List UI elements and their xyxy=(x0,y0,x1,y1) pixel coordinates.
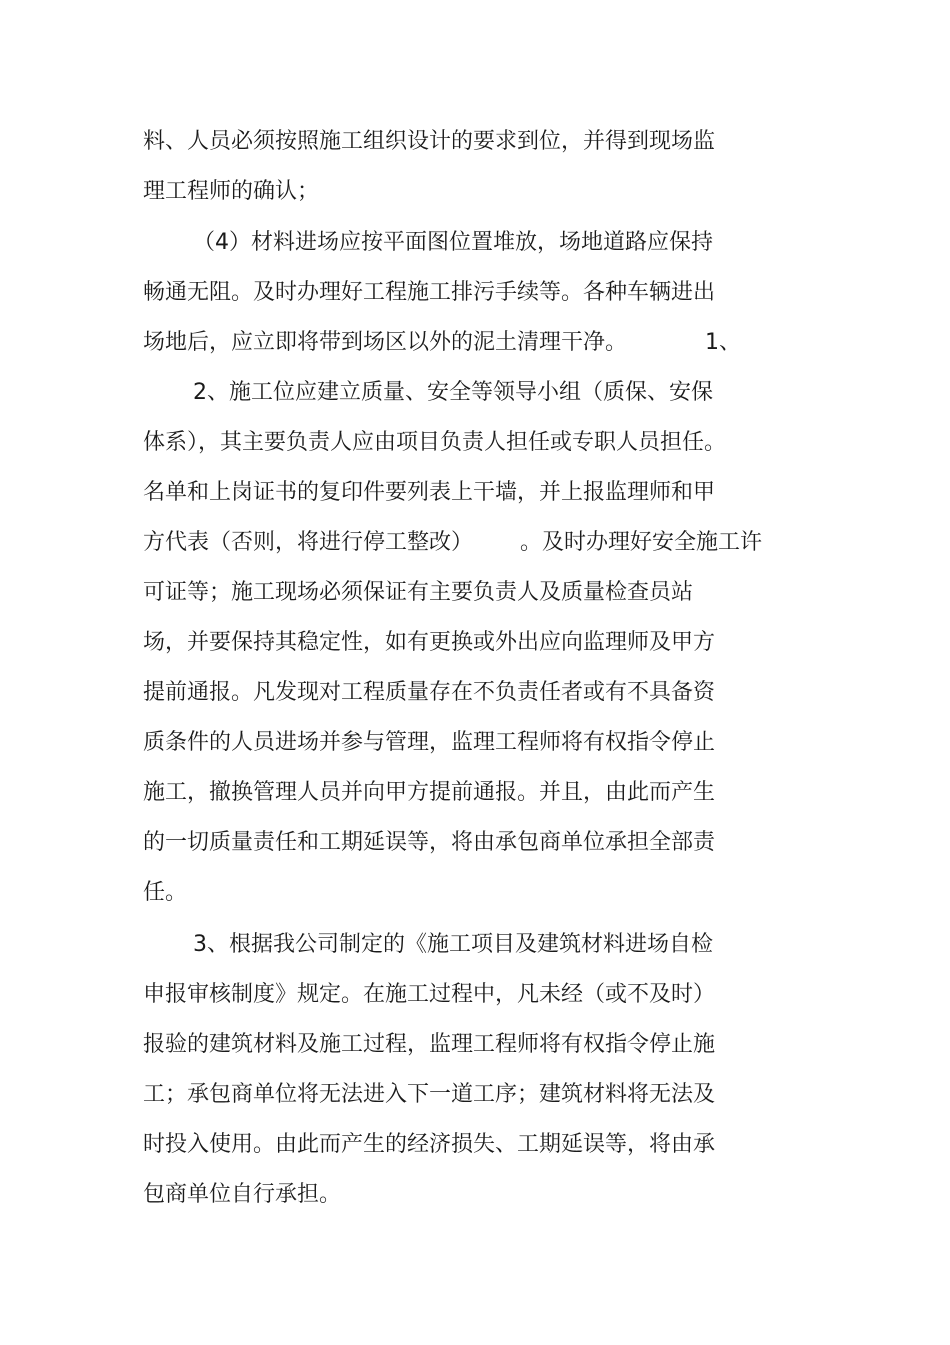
text-line: 的一切质量责任和工期延误等，将由承包商单位承担全部责 xyxy=(143,830,716,855)
text-line: 申报审核制度》规定。在施工过程中，凡未经（或不及时） xyxy=(143,982,716,1007)
text-line: 工；承包商单位将无法进入下一道工序；建筑材料将无法及 xyxy=(143,1082,716,1107)
text-line: 时投入使用。由此而产生的经济损失、工期延误等，将由承 xyxy=(143,1132,716,1157)
text-line: 名单和上岗证书的复印件要列表上干墙，并上报监理师和甲 xyxy=(143,480,716,505)
text-line: 报验的建筑材料及施工过程，监理工程师将有权指令停止施 xyxy=(143,1032,716,1057)
text-line: 任。 xyxy=(143,880,188,905)
text-line: 包商单位自行承担。 xyxy=(143,1182,342,1207)
text-line: 体系），其主要负责人应由项目负责人担任或专职人员担任。 xyxy=(143,430,727,455)
list-number: 1、 xyxy=(705,330,741,355)
text-line: 2、施工位应建立质量、安全等领导小组（质保、安保 xyxy=(193,380,713,405)
text-line: 提前通报。凡发现对工程质量存在不负责任者或有不具备资 xyxy=(143,680,716,705)
text-line: 场，并要保持其稳定性，如有更换或外出应向监理师及甲方 xyxy=(143,630,716,655)
text-line: 3、根据我公司制定的《施工项目及建筑材料进场自检 xyxy=(193,932,713,957)
text-line: 理工程师的确认； xyxy=(143,179,320,204)
text-line: 方代表（否则，将进行停工整改） xyxy=(143,530,474,555)
text-line: （4）材料进场应按平面图位置堆放，场地道路应保持 xyxy=(193,230,713,255)
text-line: 施工，撤换管理人员并向甲方提前通报。并且，由此而产生 xyxy=(143,780,716,805)
text-line: 畅通无阻。及时办理好工程施工排污手续等。各种车辆进出 xyxy=(143,280,716,305)
text-line: 质条件的人员进场并参与管理，监理工程师将有权指令停止 xyxy=(143,730,716,755)
text-line: 料、人员必须按照施工组织设计的要求到位，并得到现场监 xyxy=(143,129,716,154)
text-line: 可证等；施工现场必须保证有主要负责人及质量检查员站 xyxy=(143,580,694,605)
text-line: 场地后，应立即将带到场区以外的泥土清理干净。 xyxy=(143,330,628,355)
text-line: 。及时办理好安全施工许 xyxy=(520,530,763,555)
